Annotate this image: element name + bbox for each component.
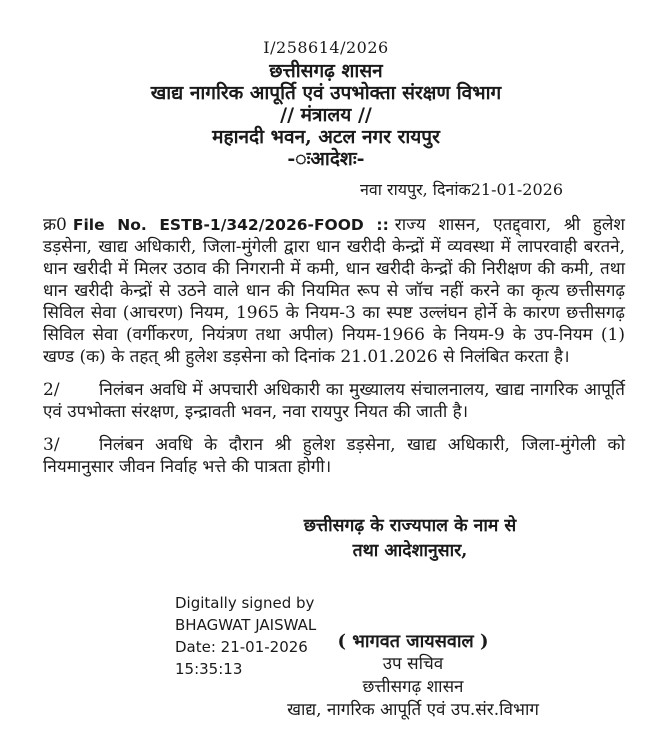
paragraph-2 bbox=[43, 379, 625, 423]
file-number: File No. ESTB-1/342/2026-FOOD :: bbox=[72, 216, 389, 234]
paragraph-2-number: 2/ bbox=[43, 380, 60, 400]
digital-signature-line-2: BHAGWAT JAISWAL bbox=[175, 616, 317, 634]
paragraph-1-serial: क्र0 bbox=[43, 215, 67, 235]
authority-line-1: छत्तीसगढ़ के राज्यपाल के नाम से bbox=[303, 516, 517, 536]
paragraph-1 bbox=[43, 214, 625, 368]
signer-designation: उप सचिव bbox=[382, 654, 444, 674]
address-line: महानदी भवन, अटल नगर रायपुर bbox=[212, 126, 440, 148]
reference-number: I/258614/2026 bbox=[263, 38, 389, 57]
order-body bbox=[43, 214, 625, 478]
authority-block bbox=[276, 514, 544, 564]
paragraph-3-text: निलंबन अवधि के दौरान श्री हुलेश डड़सेना, खाद्य अधिकारी, जिला-मुंगेली को नियमानुसार जीवन निर्वाह भत्ते की पात्रता होगी। bbox=[43, 435, 625, 477]
department-name: खाद्य नागरिक आपूर्ति एवं उपभोक्ता संरक्षण विभाग bbox=[150, 82, 502, 104]
signer-block bbox=[280, 630, 546, 722]
paragraph-3-number: 3/ bbox=[43, 435, 60, 455]
order-title: -◌ःआदेशः- bbox=[287, 148, 365, 170]
paragraph-1-text: राज्य शासन, एतद्द्वारा, श्री हुलेश डड़सेना, खाद्य अधिकारी, जिला-मुंगेली द्वारा धान खरीदी केन्द्रों में व्यवस्था में लापरवाही बरतने, धान खरीदी में मिलर उठाव की निगरानी में कमी, धान खरीदी केन्द्रों की निरीक्षण की कमी, तथा धान खरीदी केन्द्रों से उठने वाले धान की नियमित रूप से जॉच नहीं करने का कृत्य छत्तीसगढ़ सिविल सेवा (आचरण) नियम, 1965 के नियम-3 का स्पष्ट उल्लंघन होर्ने के कारण छत्तीसगढ़ सिविल सेवा (वर्गीकरण, नियंत्रण तथा अपील) नियम-1966 के नियम-9 के उप-नियम (1) खण्ड (क) के तहत् श्री हुलेश डड़सेना को दिनांक 21.01.2026 से निलंबित करता है। bbox=[43, 215, 625, 367]
document-header bbox=[0, 38, 652, 170]
government-name: छत्तीसगढ़ शासन bbox=[269, 60, 383, 82]
digital-signature-line-3: Date: 21-01-2026 bbox=[175, 638, 308, 656]
paragraph-2-text: निलंबन अवधि में अपचारी अधिकारी का मुख्यालय संचालनालय, खाद्य नागरिक आपूर्ति एवं उपभोक्ता संरक्षण, इन्द्रावती भवन, नवा रायपुर नियत की जाती है। bbox=[43, 380, 625, 422]
authority-line-2: तथा आदेशानुसार, bbox=[352, 541, 468, 561]
paragraph-3 bbox=[43, 434, 625, 478]
ministry-line: // मंत्रालय // bbox=[280, 104, 372, 126]
signer-name: ( भागवत जायसवाल ) bbox=[337, 631, 489, 652]
digital-signature-line-4: 15:35:13 bbox=[175, 660, 243, 678]
place-date-line: नवा रायपुर, दिनांक21-01-2026 bbox=[360, 180, 563, 199]
signer-department: खाद्य, नागरिक आपूर्ति एवं उप.संर.विभाग bbox=[287, 700, 539, 720]
signer-org: छत्तीसगढ़ शासन bbox=[362, 677, 464, 697]
digital-signature-line-1: Digitally signed by bbox=[175, 594, 315, 612]
